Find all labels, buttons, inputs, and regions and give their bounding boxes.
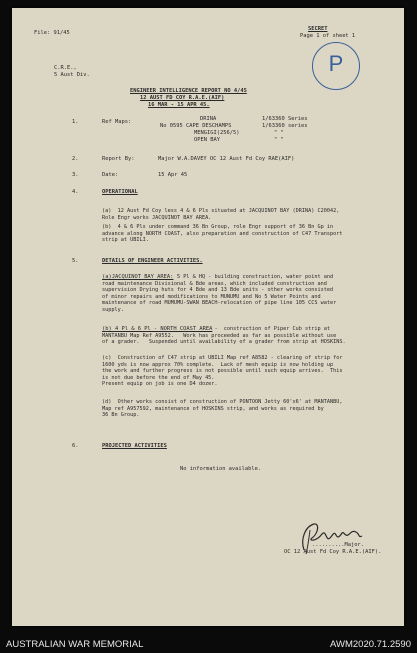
item-2-label: Report By: xyxy=(102,156,135,162)
signature-rank: ..........Major. xyxy=(312,542,364,548)
map-ref: " " xyxy=(274,130,284,136)
addressee-line-2: 5 Aust Div. xyxy=(54,72,90,78)
details-para-d: (d) Other works consist of construction of PONTOON Jetty 60'x6' at MANTANBU, Map ref A957592, maintenance of HOSKINS strip, and works as required by 36 Bn Group. xyxy=(102,399,343,419)
section-heading-projected: PROJECTED ACTIVITIES xyxy=(102,443,167,449)
addressee-line-1: C.R.E., xyxy=(54,65,77,71)
map-ref: " " xyxy=(274,137,284,143)
report-date: 15 Apr 45 xyxy=(158,172,188,178)
item-4-number: 4. xyxy=(72,189,79,195)
report-period: 16 MAR - 15 APR 45. xyxy=(148,102,210,108)
map-name: OPEN BAY xyxy=(194,137,220,143)
details-para-b: - construction of Piper Cub strip at MANTANBU Map Ref A9552. Work has proceeded as far as possible without use of a grader. Suspended until availability of a grader from strip at HOSKINS. xyxy=(102,326,346,346)
p-stamp xyxy=(312,42,360,90)
section-heading-operational: OPERATIONAL xyxy=(102,189,138,195)
report-unit: 12 AUST FD COY R.A.E.(AIF) xyxy=(140,95,225,101)
details-para-a-lead: (a)JACQUINOT BAY AREA: xyxy=(102,274,174,280)
projected-body: No information available. xyxy=(180,466,262,472)
item-1-number: 1. xyxy=(72,119,79,125)
operational-para-a: (a) 12 Aust Fd Coy less 4 & 6 Pls situated at JACQUINOT BAY (DRINA) C20042, Role Engr works JACQUINOT BAY AREA. xyxy=(102,208,340,221)
item-3-number: 3. xyxy=(72,172,79,178)
map-name: No 0595 CAPE DESCHAMPS xyxy=(160,123,232,129)
signature-unit: OC 12 Aust Fd Coy R.A.E.(AIF). xyxy=(284,549,382,555)
map-ref: 1/63360 Series xyxy=(262,116,308,122)
item-3-label: Date: xyxy=(102,172,119,178)
item-5-number: 5. xyxy=(72,258,79,264)
p-stamp-letter: P xyxy=(328,51,344,76)
page-indicator: Page 1 of sheet 1 xyxy=(300,33,356,39)
item-1-label: Ref Maps: xyxy=(102,119,132,125)
report-title: ENGINEER INTELLIGENCE REPORT NO 4/45 xyxy=(130,88,247,94)
section-heading-details: DETAILS OF ENGINEER ACTIVITIES. xyxy=(102,258,203,264)
report-author: Major W.A.DAVEY OC 12 Aust Fd Coy RAE(AIF) xyxy=(158,156,295,162)
archive-footer xyxy=(0,636,417,653)
details-para-b-lead: (b) 4 Pl & 6 Pl - NORTH COAST AREA xyxy=(102,326,213,332)
map-name: DRINA xyxy=(200,116,217,122)
details-para-a: 5 Pl & HQ - building construction, water point and road maintenance Divisional & Bde areas, which included construction and supervision Drying huts for 4 Bde and 13 Bde units - other works consisted of minor repairs and modifications to MUNUMU and No 5 Water Points and maintenance of road MUMUMU-SWAN BEACH-relocation of pipe line 105 CCS water supply. xyxy=(102,274,337,313)
map-name: MENGIGI(256/5) xyxy=(194,130,240,136)
archive-name: AUSTRALIAN WAR MEMORIAL xyxy=(6,639,144,650)
classification-secret: SECRET xyxy=(308,26,328,32)
operational-para-b: (b) 4 & 6 Pls under command 36 Bn Group, role Engr support of 36 Bn Gp in advance along NORTH COAST, also preparation and construction of C47 Transport strip at UBILI. xyxy=(102,224,343,244)
map-ref: 1/63360 series xyxy=(262,123,308,129)
file-number: File: 91/45 xyxy=(34,30,70,36)
document-sheet xyxy=(12,8,404,626)
archive-reference: AWM2020.71.2590 xyxy=(330,639,411,650)
item-2-number: 2. xyxy=(72,156,79,162)
item-6-number: 6. xyxy=(72,443,79,449)
details-para-c: (c) Construction of C47 strip at UBILI Map ref A8582 - clearing of strip for 1600 yds is now approx 70% complete. Lack of mesh equip is now holding up the work and further progress is not possible until such equip arrives. This is not due before the end of May 45. Present equip on job is one D4 dozer. xyxy=(102,355,343,388)
